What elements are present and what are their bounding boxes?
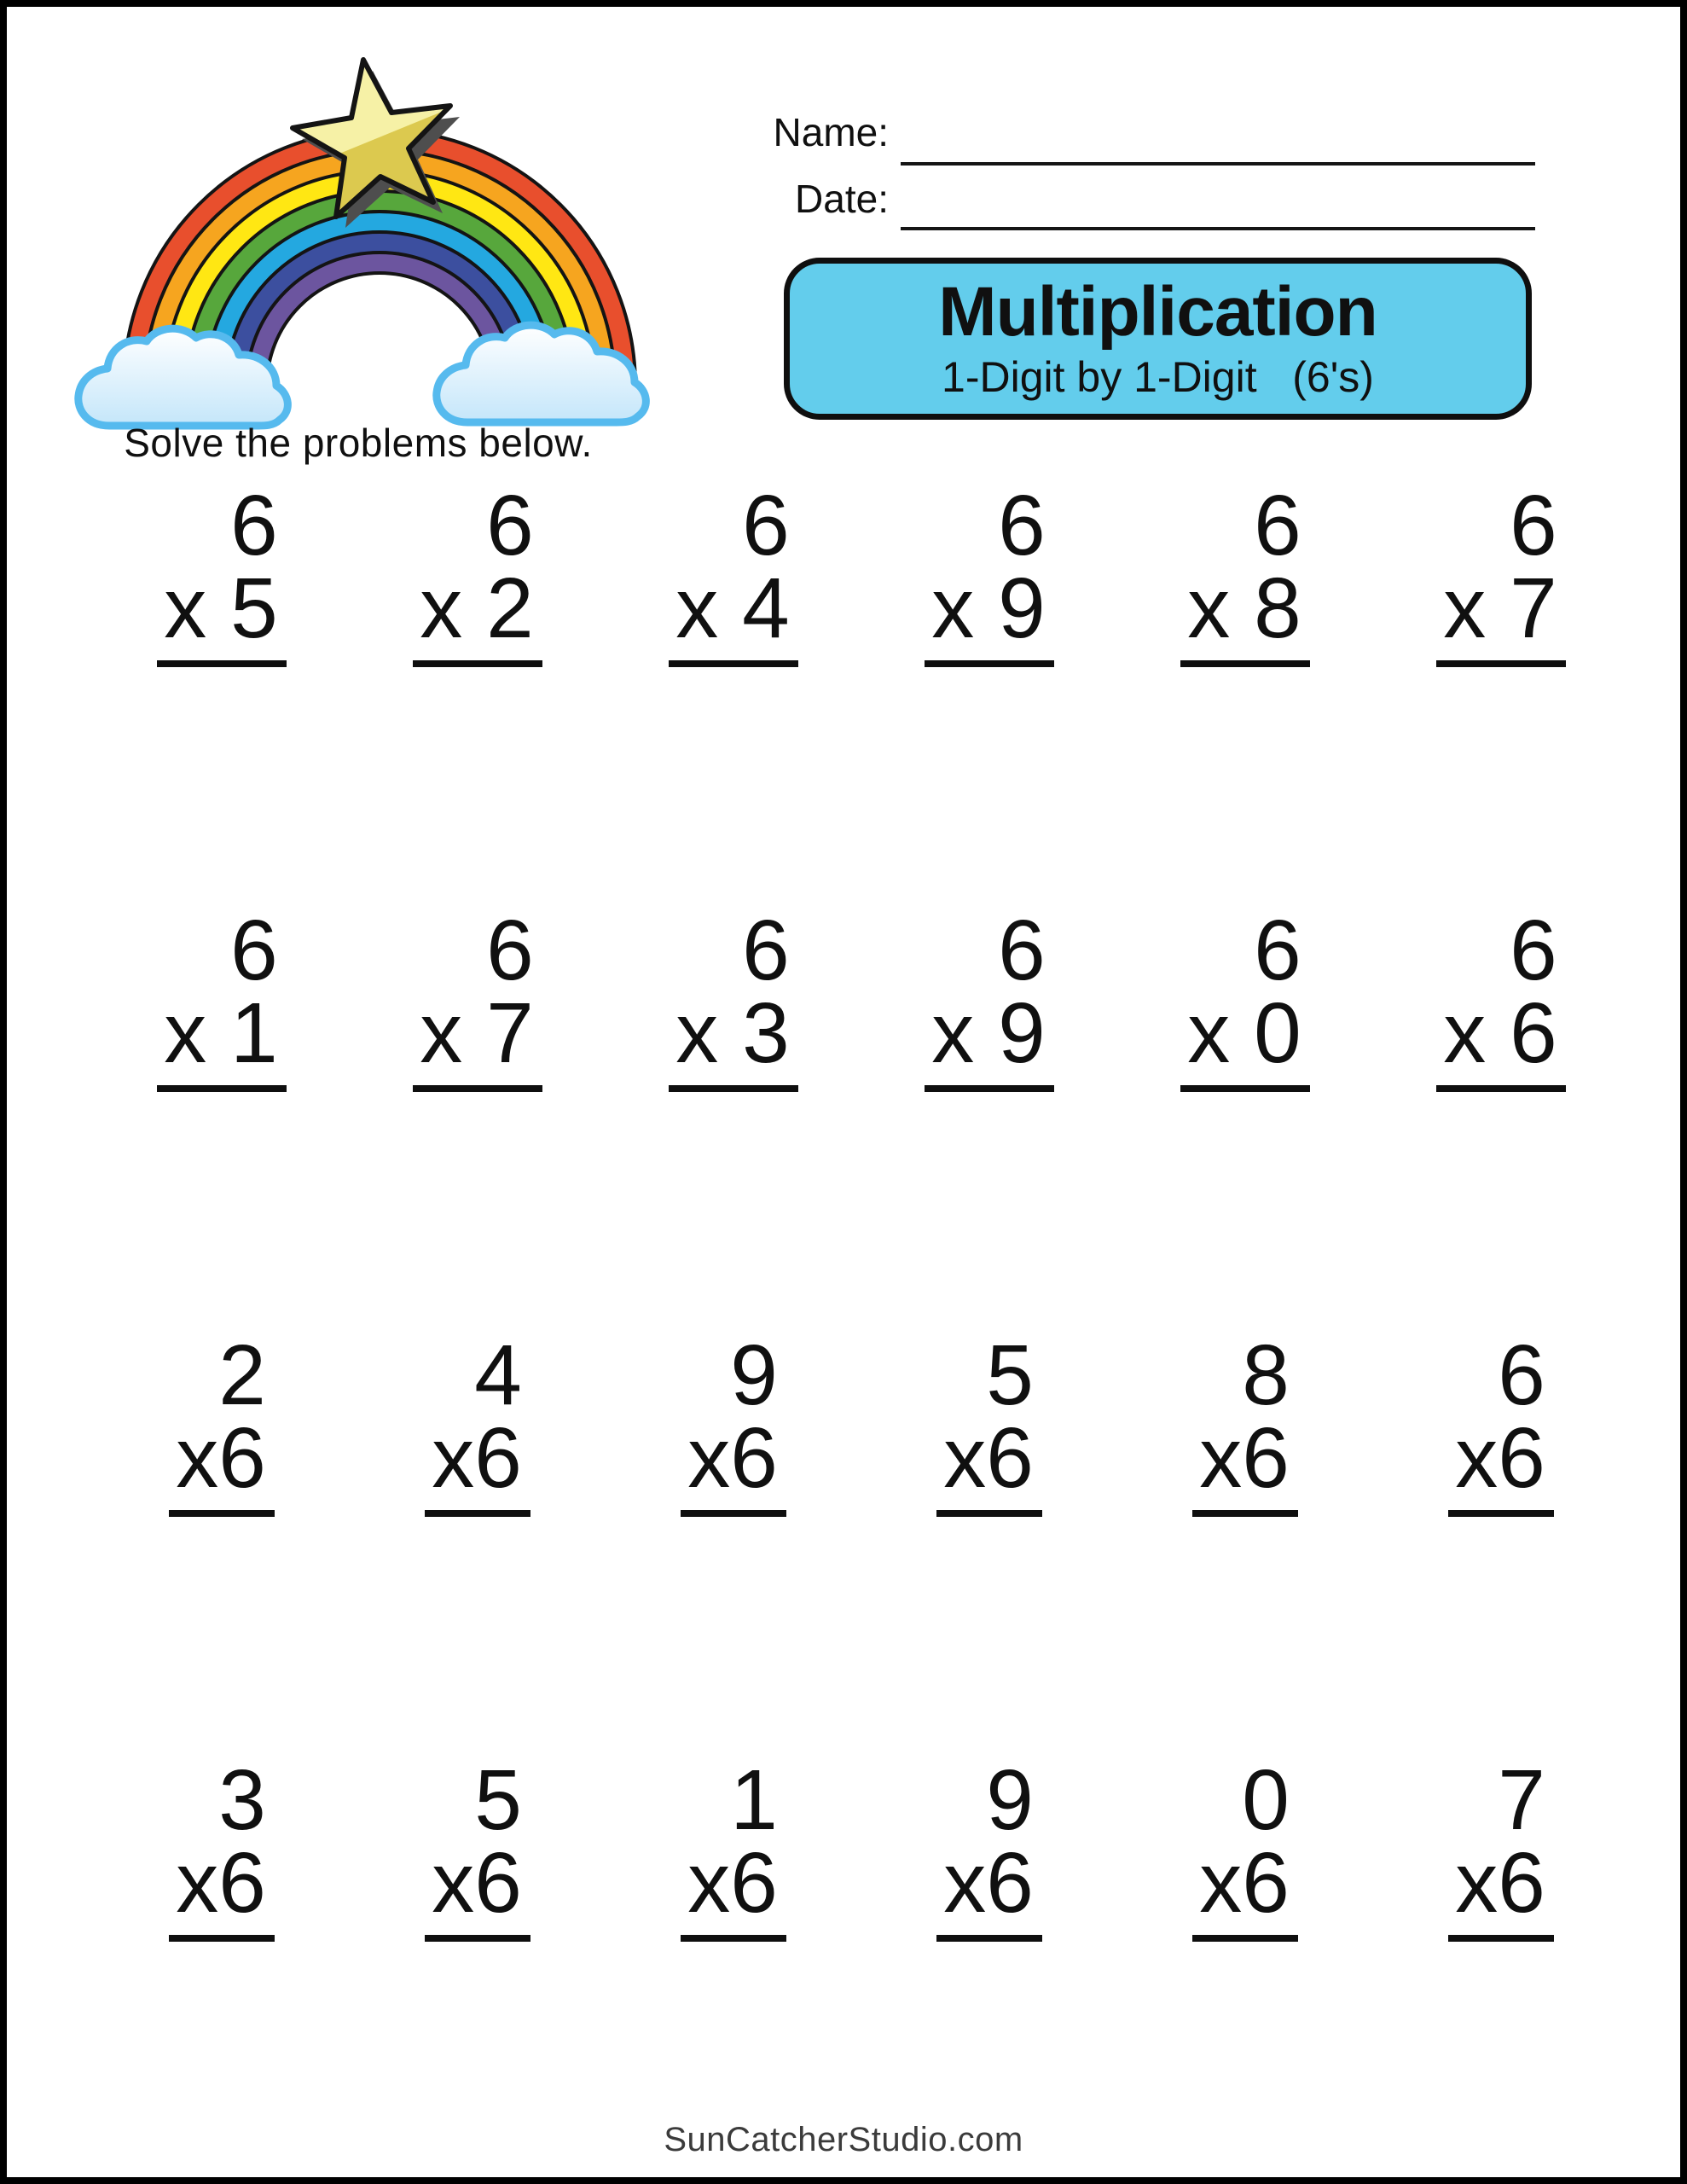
problem-11[interactable] <box>1180 903 1309 1092</box>
multiplier-line: x 9 <box>931 985 1046 1081</box>
multiplier-line: x6 <box>1199 1410 1290 1506</box>
problem-12[interactable] <box>1436 903 1565 1092</box>
problem-3[interactable] <box>669 478 797 667</box>
multiplicand: 6 <box>230 478 278 573</box>
problem-20[interactable] <box>425 1752 530 1942</box>
problem-15[interactable] <box>681 1327 786 1517</box>
rainbow-illustration <box>60 44 657 433</box>
multiplicand: 3 <box>218 1752 266 1848</box>
multiplier-line: x6 <box>432 1410 522 1506</box>
problem-4[interactable] <box>925 478 1053 667</box>
multiplicand: 4 <box>474 1327 522 1423</box>
problem-19[interactable] <box>169 1752 275 1942</box>
problem-13[interactable] <box>169 1327 275 1517</box>
multiplier-line: x6 <box>1199 1835 1290 1931</box>
problem-14[interactable] <box>425 1327 530 1517</box>
problem-8[interactable] <box>413 903 542 1092</box>
footer-credit: SunCatcherStudio.com <box>664 2121 1023 2158</box>
multiplier-line: x6 <box>176 1835 266 1931</box>
multiplicand: 6 <box>1254 903 1301 998</box>
multiplier-line: x 7 <box>1443 561 1557 656</box>
worksheet-subtitle: 1-Digit by 1-Digit (6's) <box>942 353 1374 401</box>
multiplier-line: x 2 <box>420 561 534 656</box>
multiplier-line: x 3 <box>675 985 790 1081</box>
multiplier-line: x 0 <box>1187 985 1301 1081</box>
multiplier-line: x6 <box>943 1410 1034 1506</box>
multiplier-line: x 6 <box>1443 985 1557 1081</box>
multiplier-line: x 7 <box>420 985 534 1081</box>
problem-9[interactable] <box>669 903 797 1092</box>
rainbow-star-clouds-icon <box>60 44 657 433</box>
multiplicand: 1 <box>730 1752 778 1848</box>
multiplicand: 6 <box>998 478 1046 573</box>
multiplier-line: x 8 <box>1187 561 1301 656</box>
multiplicand: 6 <box>230 903 278 998</box>
problem-18[interactable] <box>1448 1327 1554 1517</box>
multiplicand: 6 <box>1510 903 1557 998</box>
date-input-line[interactable] <box>901 227 1535 230</box>
multiplier-line: x6 <box>1455 1835 1545 1931</box>
problem-16[interactable] <box>936 1327 1042 1517</box>
problem-24[interactable] <box>1448 1752 1554 1942</box>
multiplicand: 6 <box>1510 478 1557 573</box>
multiplier-line: x6 <box>943 1835 1034 1931</box>
problem-23[interactable] <box>1192 1752 1298 1942</box>
multiplicand: 5 <box>986 1327 1034 1423</box>
name-input-line[interactable] <box>901 162 1535 166</box>
problem-10[interactable] <box>925 903 1053 1092</box>
multiplicand: 5 <box>474 1752 522 1848</box>
multiplicand: 6 <box>742 478 790 573</box>
worksheet-title: Multiplication <box>938 273 1377 351</box>
multiplicand: 6 <box>486 478 534 573</box>
multiplicand: 6 <box>486 903 534 998</box>
problems-grid <box>94 478 1629 2184</box>
multiplier-line: x 4 <box>675 561 790 656</box>
multiplicand: 8 <box>1242 1327 1290 1423</box>
multiplicand: 6 <box>998 903 1046 998</box>
multiplicand: 2 <box>218 1327 266 1423</box>
multiplier-line: x6 <box>687 1410 778 1506</box>
date-label: Date: <box>795 177 889 221</box>
multiplicand: 6 <box>742 903 790 998</box>
multiplicand: 7 <box>1498 1752 1545 1848</box>
problem-2[interactable] <box>413 478 542 667</box>
title-box <box>784 258 1532 420</box>
multiplicand: 9 <box>986 1752 1034 1848</box>
problem-7[interactable] <box>157 903 286 1092</box>
problem-17[interactable] <box>1192 1327 1298 1517</box>
multiplier-line: x 1 <box>164 985 278 1081</box>
multiplicand: 9 <box>730 1327 778 1423</box>
multiplicand: 6 <box>1498 1327 1545 1423</box>
multiplier-line: x 9 <box>931 561 1046 656</box>
multiplier-line: x6 <box>432 1835 522 1931</box>
name-label: Name: <box>773 110 889 154</box>
problem-22[interactable] <box>936 1752 1042 1942</box>
problem-6[interactable] <box>1436 478 1565 667</box>
instruction-text: Solve the problems below. <box>124 421 593 465</box>
problem-5[interactable] <box>1180 478 1309 667</box>
multiplicand: 6 <box>1254 478 1301 573</box>
problem-1[interactable] <box>157 478 286 667</box>
multiplier-line: x6 <box>1455 1410 1545 1506</box>
multiplier-line: x 5 <box>164 561 278 656</box>
multiplier-line: x6 <box>176 1410 266 1506</box>
multiplicand: 0 <box>1242 1752 1290 1848</box>
problem-21[interactable] <box>681 1752 786 1942</box>
multiplier-line: x6 <box>687 1835 778 1931</box>
